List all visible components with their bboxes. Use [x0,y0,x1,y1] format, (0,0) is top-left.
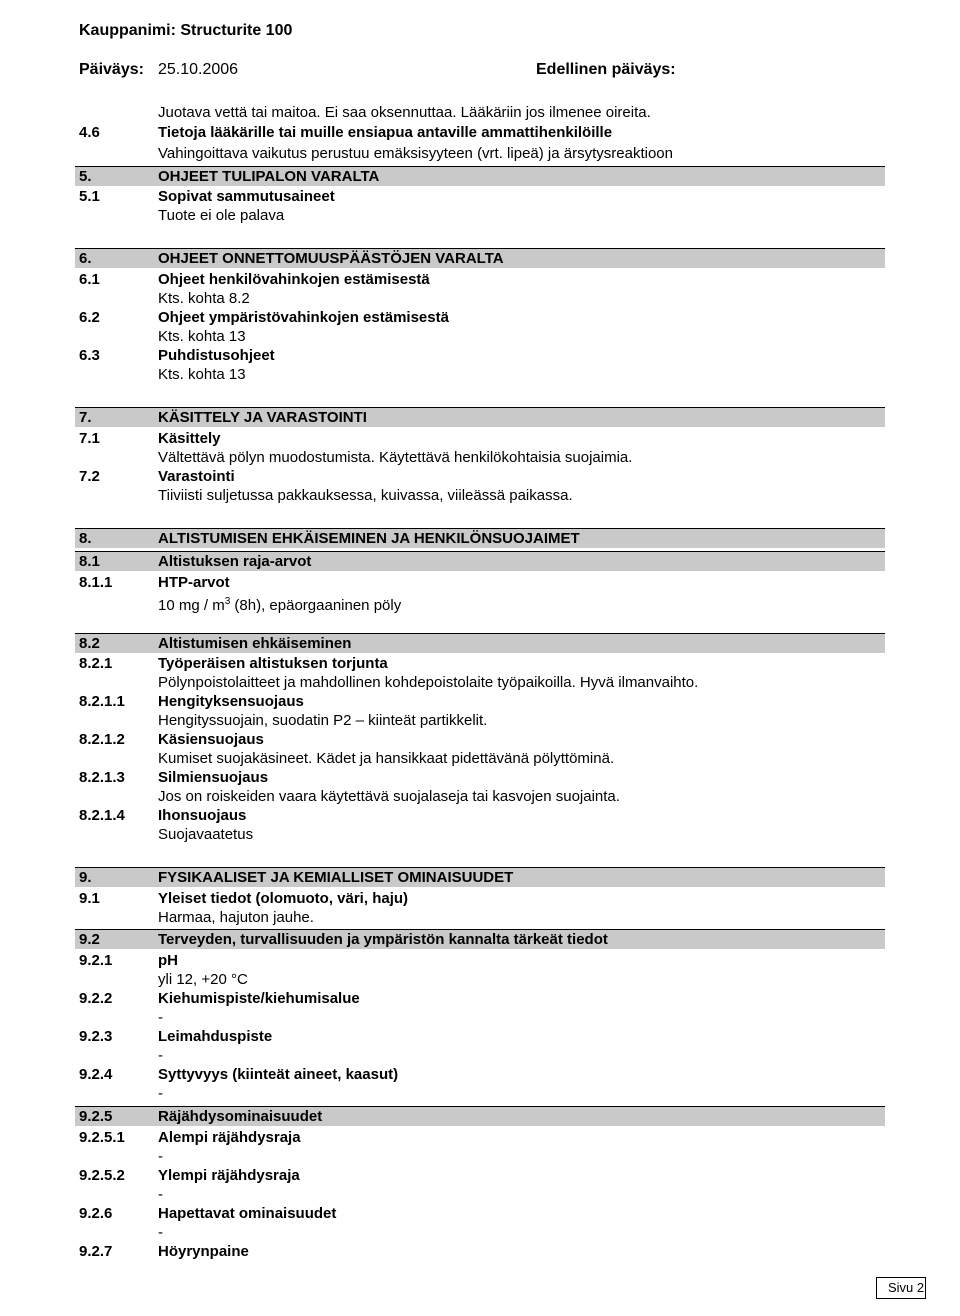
section-title: FYSIKAALISET JA KEMIALLISET OMINAISUUDET [158,869,514,886]
body-text-line [0,1084,960,1104]
section-title: Räjähdysominaisuudet [158,1108,323,1125]
section-number: 8.2.1 [79,655,113,672]
section-number: 9.2.3 [79,1028,113,1045]
section-number: 9.2.6 [79,1205,113,1222]
date-label: Päiväys: [79,61,144,78]
subsection-heading [0,123,960,143]
section-text: Pölynpoistolaitteet ja mahdollinen kohdepoistolaite työpaikoilla. Hyvä ilmanvaihto. [158,674,699,691]
body-text-line [0,486,960,506]
section-title: Silmiensuojaus [158,769,269,786]
section-title: Varastointi [158,468,235,485]
section-number: 8.2.1.2 [79,731,125,748]
subsection-heading [0,654,960,674]
section-text: Kts. kohta 8.2 [158,290,250,307]
body-text-line [0,1046,960,1066]
section-text: - [158,1148,163,1165]
section-number: 9.2.5 [79,1108,113,1125]
section-title: ALTISTUMISEN EHKÄISEMINEN JA HENKILÖNSUOJAIMET [158,530,580,547]
section-title: Alempi räjähdysraja [158,1129,301,1146]
section-text: Kts. kohta 13 [158,366,246,383]
section-number: 8.2.1.1 [79,693,125,710]
section-heading [75,551,885,571]
section-title: Hapettavat ominaisuudet [158,1205,337,1222]
section-text: - [158,1085,163,1102]
section-heading [75,929,885,949]
section-number: 9.2.2 [79,990,113,1007]
section-title: Ohjeet ympäristövahinkojen estämisestä [158,309,449,326]
section-text: Suojavaatetus [158,826,254,843]
htp-value-suffix: (8h), epäorgaaninen pöly [230,597,402,614]
htp-value-row [0,592,960,612]
section-heading [75,528,885,548]
subsection-heading [0,1027,960,1047]
section-number: 6.1 [79,271,100,288]
subsection-heading [0,270,960,290]
section-number: 8.1.1 [79,574,113,591]
body-text-line [0,673,960,693]
section-text: - [158,1224,163,1241]
section-number: 9.2 [79,931,100,948]
section-number: 5.1 [79,188,100,205]
page-number: Sivu 2 [888,1280,925,1295]
body-text-line [0,1223,960,1243]
section-title: Käsiensuojaus [158,731,264,748]
section-number: 8. [79,530,92,547]
section-number: 7.1 [79,430,100,447]
body-text-line [0,365,960,385]
subsection-heading [0,1065,960,1085]
subsection-heading [0,768,960,788]
section-title: Yleiset tiedot (olomuoto, väri, haju) [158,890,409,907]
section-title: OHJEET ONNETTOMUUSPÄÄSTÖJEN VARALTA [158,250,504,267]
section-title: OHJEET TULIPALON VARALTA [158,168,380,185]
htp-value-superscript: 3 [224,596,231,607]
section-heading [75,1106,885,1126]
section-text: Harmaa, hajuton jauhe. [158,909,314,926]
subsection-heading [0,467,960,487]
body-text-line [0,1008,960,1028]
section-title: Altistuksen raja-arvot [158,553,312,570]
body-text-line [0,206,960,226]
htp-value [158,592,401,616]
subsection-heading [0,346,960,366]
subsection-heading [0,187,960,207]
section-number: 9.2.7 [79,1243,113,1260]
section-number: 9.2.1 [79,952,113,969]
subsection-heading [0,1128,960,1148]
body-text-line [0,825,960,845]
section-title: Puhdistusohjeet [158,347,275,364]
section-number: 6. [79,250,92,267]
section-number: 6.2 [79,309,100,326]
section-title: Tietoja lääkärille tai muille ensiapua antaville ammattihenkilöille [158,124,613,141]
section-text: Tuote ei ole palava [158,207,285,224]
section-title: Ihonsuojaus [158,807,247,824]
body-text-line [0,1147,960,1167]
section-text: Hengityssuojain, suodatin P2 – kiinteät partikkelit. [158,712,488,729]
section-number: 5. [79,168,92,185]
body-text-line [0,103,960,123]
subsection-heading [0,730,960,750]
section-title: Työperäisen altistuksen torjunta [158,655,388,672]
section-text: Tiiviisti suljetussa pakkauksessa, kuivassa, viileässä paikassa. [158,487,573,504]
section-number: 9. [79,869,92,886]
section-heading [75,867,885,887]
section-title: Ylempi räjähdysraja [158,1167,300,1184]
section-number: 4.6 [79,124,100,141]
section-text: Kumiset suojakäsineet. Kädet ja hansikkaat pidettävänä pölyttöminä. [158,750,615,767]
htp-value-prefix: 10 mg / m [158,597,225,614]
subsection-heading [0,692,960,712]
section-heading [75,407,885,427]
body-text-line [0,448,960,468]
section-number: 9.2.5.2 [79,1167,125,1184]
body-text-line [0,749,960,769]
body-text-line [0,327,960,347]
section-title: KÄSITTELY JA VARASTOINTI [158,409,367,426]
subsection-heading [0,889,960,909]
section-title: pH [158,952,178,969]
body-text-line [0,711,960,731]
subsection-heading [0,806,960,826]
previous-date-label: Edellinen päiväys: [536,61,676,78]
section-title: Altistumisen ehkäiseminen [158,635,352,652]
section-number: 8.2.1.3 [79,769,125,786]
section-heading [75,248,885,268]
section-number: 9.2.4 [79,1066,113,1083]
section-heading [75,633,885,653]
body-text-line [0,908,960,928]
date-value: 25.10.2006 [158,61,239,78]
section-text: - [158,1009,163,1026]
body-text-line [0,970,960,990]
section-title: Syttyvyys (kiinteät aineet, kaasut) [158,1066,399,1083]
body-text-line [0,289,960,309]
section-number: 7. [79,409,92,426]
section-title: Hengityksensuojaus [158,693,304,710]
body-text-line [0,144,960,164]
section-title: Leimahduspiste [158,1028,273,1045]
section-title: Sopivat sammutusaineet [158,188,335,205]
section-number: 9.2.5.1 [79,1129,125,1146]
section-number: 6.3 [79,347,100,364]
section-number: 8.2.1.4 [79,807,125,824]
subsection-heading [0,573,960,593]
section-number: 7.2 [79,468,100,485]
body-text-line [0,1185,960,1205]
section-text: Kts. kohta 13 [158,328,246,345]
section-text: - [158,1186,163,1203]
body-text-line [0,787,960,807]
subsection-heading [0,1204,960,1224]
section-title: Kiehumispiste/kiehumisalue [158,990,360,1007]
section-title: Terveyden, turvallisuuden ja ympäristön kannalta tärkeät tiedot [158,931,608,948]
section-heading [75,166,885,186]
section-text: Juotava vettä tai maitoa. Ei saa oksennuttaa. Lääkäriin jos ilmenee oireita. [158,104,651,121]
subsection-heading [0,308,960,328]
trade-name-title: Kauppanimi: Structurite 100 [79,22,293,39]
section-text: yli 12, +20 °C [158,971,248,988]
subsection-heading [0,1242,960,1262]
section-number: 8.2 [79,635,100,652]
section-text: Vältettävä pölyn muodostumista. Käytettävä henkilökohtaisia suojaimia. [158,449,633,466]
subsection-heading [0,951,960,971]
subsection-heading [0,429,960,449]
subsection-heading [0,989,960,1009]
section-title: Ohjeet henkilövahinkojen estämisestä [158,271,430,288]
section-text: Vahingoittava vaikutus perustuu emäksisyyteen (vrt. lipeä) ja ärsytysreaktioon [158,145,673,162]
section-text: Jos on roiskeiden vaara käytettävä suojalaseja tai kasvojen suojainta. [158,788,620,805]
section-title: HTP-arvot [158,574,230,591]
section-number: 8.1 [79,553,100,570]
section-number: 9.1 [79,890,100,907]
section-text: - [158,1047,163,1064]
section-title: Höyrynpaine [158,1243,249,1260]
subsection-heading [0,1166,960,1186]
section-title: Käsittely [158,430,221,447]
